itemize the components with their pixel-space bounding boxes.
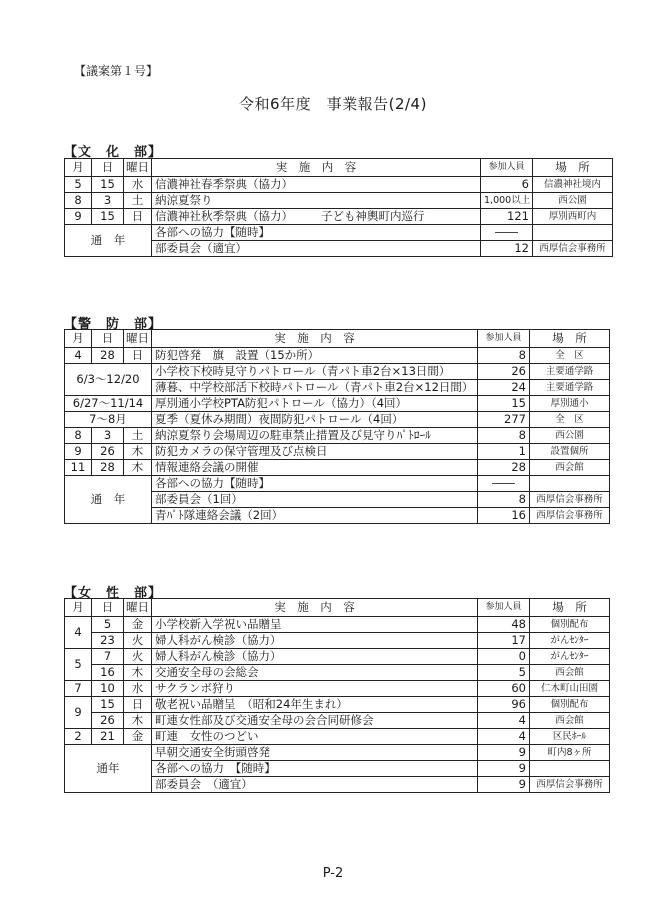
cell-place: 主要通学路 (530, 380, 610, 396)
cell-count: 1 (478, 444, 530, 460)
bunka-table (64, 158, 613, 257)
header-place: 場 所 (530, 330, 610, 348)
cell-count: 28 (478, 460, 530, 476)
cell-content: 各部への協力【随時】 (152, 225, 481, 241)
table-row (65, 681, 610, 697)
cell-place: 主要通学路 (530, 364, 610, 380)
table-row (65, 460, 610, 476)
cell-content: 小学校新入学祝い品贈呈 (152, 617, 478, 633)
cell-content: 婦人科がん検診（協力） (152, 649, 478, 665)
cell-place: 全 区 (530, 412, 610, 428)
cell-count: ―― (481, 225, 533, 241)
cell-date-range: 7～8月 (65, 412, 152, 428)
section-heading-bunka: 【文 化 部】 (64, 145, 163, 160)
header-place: 場 所 (530, 599, 610, 617)
table-header-row (65, 599, 610, 617)
header-participants: 参加人員 (481, 159, 533, 177)
cell-day: 21 (92, 729, 124, 745)
cell-weekday: 水 (124, 681, 152, 697)
table-header-row (65, 330, 610, 348)
cell-month: 4 (65, 617, 92, 649)
josei-table (64, 598, 610, 793)
cell-place: 個別配布 (530, 617, 610, 633)
cell-month: 4 (65, 348, 92, 364)
cell-weekday: 土 (124, 428, 152, 444)
cell-count: 5 (478, 665, 530, 681)
cell-month: 9 (65, 697, 92, 729)
cell-content: 防犯啓発 旗 設置（15か所） (152, 348, 478, 364)
cell-day: 26 (92, 713, 124, 729)
cell-year-label: 通 年 (65, 476, 152, 524)
cell-content-extra: 子ども神輿町内巡行 (321, 209, 425, 223)
cell-content: 青ﾊﾟﾄ隊連絡会議（2回） (152, 508, 478, 524)
header-content: 実 施 内 容 (152, 599, 478, 617)
table-header-row (65, 159, 613, 177)
cell-count: 0 (478, 649, 530, 665)
cell-day: 26 (92, 444, 124, 460)
cell-day: 16 (92, 665, 124, 681)
cell-content: 情報連絡会議の開催 (152, 460, 478, 476)
cell-place: 西公園 (533, 193, 613, 209)
cell-place: 全 区 (530, 348, 610, 364)
cell-place: 西会館 (530, 713, 610, 729)
cell-place: 信濃神社境内 (533, 177, 613, 193)
cell-month: 5 (65, 649, 92, 681)
cell-content: 敬老祝い品贈呈 （昭和24年生まれ） (152, 697, 478, 713)
cell-count: 8 (478, 428, 530, 444)
table-row (65, 476, 610, 492)
cell-day: 7 (92, 649, 124, 665)
cell-month: 2 (65, 729, 92, 745)
cell-day: 3 (92, 428, 124, 444)
table-row (65, 713, 610, 729)
cell-content: 部委員会（1回） (152, 492, 478, 508)
cell-content: 納涼夏祭り会場周辺の駐車禁止措置及び見守りﾊﾟﾄﾛｰﾙ (152, 428, 478, 444)
cell-weekday: 金 (124, 729, 152, 745)
cell-content: 薄暮、中学校部活下校時パトロール（青パト車2台×12日間） (152, 380, 478, 396)
cell-month: 8 (65, 193, 92, 209)
header-weekday: 曜日 (124, 159, 152, 177)
cell-count: 9 (478, 745, 530, 761)
cell-weekday: 木 (124, 444, 152, 460)
cell-content: 婦人科がん検診（協力） (152, 633, 478, 649)
cell-day: 10 (92, 681, 124, 697)
cell-count: 26 (478, 364, 530, 380)
cell-content: 早朝交通安全街頭啓発 (152, 745, 478, 761)
cell-place (530, 761, 610, 777)
header-day: 日 (92, 599, 124, 617)
cell-count: 9 (478, 777, 530, 793)
header-month: 月 (65, 599, 92, 617)
cell-count: 12 (481, 241, 533, 257)
cell-month: 9 (65, 444, 92, 460)
cell-content: 部委員会 （適宜） (152, 777, 478, 793)
header-weekday: 曜日 (124, 599, 152, 617)
section-heading-josei: 【女 性 部】 (64, 586, 163, 601)
cell-weekday: 火 (124, 649, 152, 665)
table-row (65, 697, 610, 713)
cell-place (533, 225, 613, 241)
cell-content: 夏季（夏休み期間）夜間防犯パトロール（4回） (152, 412, 478, 428)
header-place: 場 所 (533, 159, 613, 177)
table-row (65, 412, 610, 428)
cell-month: 11 (65, 460, 92, 476)
page-number: P-2 (322, 866, 344, 881)
cell-place: 西厚信会事務所 (530, 492, 610, 508)
table-row (65, 665, 610, 681)
cell-content: 町連 女性のつどい (152, 729, 478, 745)
cell-content (152, 209, 481, 225)
cell-weekday: 水 (124, 177, 152, 193)
cell-weekday: 木 (124, 713, 152, 729)
table-row (65, 225, 613, 241)
cell-weekday: 日 (124, 209, 152, 225)
cell-count: 277 (478, 412, 530, 428)
cell-day: 15 (92, 697, 124, 713)
header-month: 月 (65, 159, 92, 177)
table-row (65, 444, 610, 460)
cell-count: 16 (478, 508, 530, 524)
cell-content: 部委員会（適宜） (152, 241, 481, 257)
cell-count: 60 (478, 681, 530, 697)
cell-place: 西会館 (530, 665, 610, 681)
cell-place: 西厚信会事務所 (533, 241, 613, 257)
cell-content: 厚別通小学校PTA防犯パトロール（協力）（4回） (152, 396, 478, 412)
table-row (65, 177, 613, 193)
cell-date-range: 6/3～12/20 (65, 364, 152, 396)
cell-place: 設置個所 (530, 444, 610, 460)
cell-content: 交通安全母の会総会 (152, 665, 478, 681)
cell-count: 96 (478, 697, 530, 713)
cell-count: 6 (481, 177, 533, 193)
table-row (65, 209, 613, 225)
cell-count: 9 (478, 761, 530, 777)
cell-content: 小学校下校時見守りパトロール（青パト車2台×13日間） (152, 364, 478, 380)
cell-count: 121 (481, 209, 533, 225)
cell-content: サクランボ狩り (152, 681, 478, 697)
cell-weekday: 日 (124, 348, 152, 364)
keibou-table (64, 329, 610, 524)
cell-weekday: 火 (124, 633, 152, 649)
cell-count: 48 (478, 617, 530, 633)
cell-day: 15 (92, 177, 124, 193)
table-row (65, 633, 610, 649)
cell-weekday: 土 (124, 193, 152, 209)
cell-place: 西会館 (530, 460, 610, 476)
cell-year-label: 通 年 (65, 225, 152, 257)
cell-place: 厚別西町内 (533, 209, 613, 225)
cell-month: 8 (65, 428, 92, 444)
header-day: 日 (92, 159, 124, 177)
cell-place: 町内8ヶ所 (530, 745, 610, 761)
cell-place: がんｾﾝﾀｰ (530, 633, 610, 649)
cell-day: 5 (92, 617, 124, 633)
cell-count: 17 (478, 633, 530, 649)
table-row (65, 617, 610, 633)
agenda-label: 【議案第１号】 (74, 64, 159, 78)
table-row (65, 193, 613, 209)
cell-content: 信濃神社春季祭典（協力） (152, 177, 481, 193)
cell-count: 1,000以上 (481, 193, 533, 209)
table-row (65, 729, 610, 745)
cell-count: 4 (478, 729, 530, 745)
cell-place: 西厚信会事務所 (530, 777, 610, 793)
table-row (65, 745, 610, 761)
cell-weekday: 木 (124, 460, 152, 476)
cell-month: 9 (65, 209, 92, 225)
cell-place: がんｾﾝﾀｰ (530, 649, 610, 665)
cell-content: 各部への協力 【随時】 (152, 761, 478, 777)
header-participants: 参加人員 (478, 599, 530, 617)
cell-count: ―― (478, 476, 530, 492)
cell-place (530, 476, 610, 492)
page-title: 令和6年度 事業報告(2/4) (239, 95, 427, 113)
table-row (65, 348, 610, 364)
cell-place: 個別配布 (530, 697, 610, 713)
cell-count: 24 (478, 380, 530, 396)
cell-month: 5 (65, 177, 92, 193)
cell-day: 3 (92, 193, 124, 209)
cell-place: 西厚信会事務所 (530, 508, 610, 524)
header-content: 実 施 内 容 (152, 330, 478, 348)
cell-content-main: 信濃神社秋季祭典（協力） (155, 209, 293, 223)
cell-place: 区民ﾎｰﾙ (530, 729, 610, 745)
cell-count: 15 (478, 396, 530, 412)
cell-content: 各部への協力【随時】 (152, 476, 478, 492)
cell-day: 28 (92, 460, 124, 476)
cell-place: 仁木町山田園 (530, 681, 610, 697)
cell-content: 町連女性部及び交通安全母の会合同研修会 (152, 713, 478, 729)
cell-place: 厚別通小 (530, 396, 610, 412)
header-content: 実 施 内 容 (152, 159, 481, 177)
cell-weekday: 日 (124, 697, 152, 713)
table-row (65, 428, 610, 444)
cell-count: 8 (478, 348, 530, 364)
cell-content: 納涼夏祭り (152, 193, 481, 209)
cell-weekday: 木 (124, 665, 152, 681)
cell-place: 西公園 (530, 428, 610, 444)
table-row (65, 396, 610, 412)
cell-day: 28 (92, 348, 124, 364)
cell-count: 4 (478, 713, 530, 729)
cell-year-label: 通年 (65, 745, 152, 793)
table-row (65, 649, 610, 665)
cell-date-range: 6/27～11/14 (65, 396, 152, 412)
cell-count: 8 (478, 492, 530, 508)
cell-month: 7 (65, 681, 92, 697)
header-day: 日 (92, 330, 124, 348)
cell-day: 15 (92, 209, 124, 225)
header-month: 月 (65, 330, 92, 348)
header-weekday: 曜日 (124, 330, 152, 348)
cell-day: 23 (92, 633, 124, 649)
section-heading-keibou: 【警 防 部】 (64, 317, 163, 332)
cell-weekday: 金 (124, 617, 152, 633)
table-row (65, 364, 610, 380)
cell-content: 防犯カメラの保守管理及び点検日 (152, 444, 478, 460)
header-participants: 参加人員 (478, 330, 530, 348)
